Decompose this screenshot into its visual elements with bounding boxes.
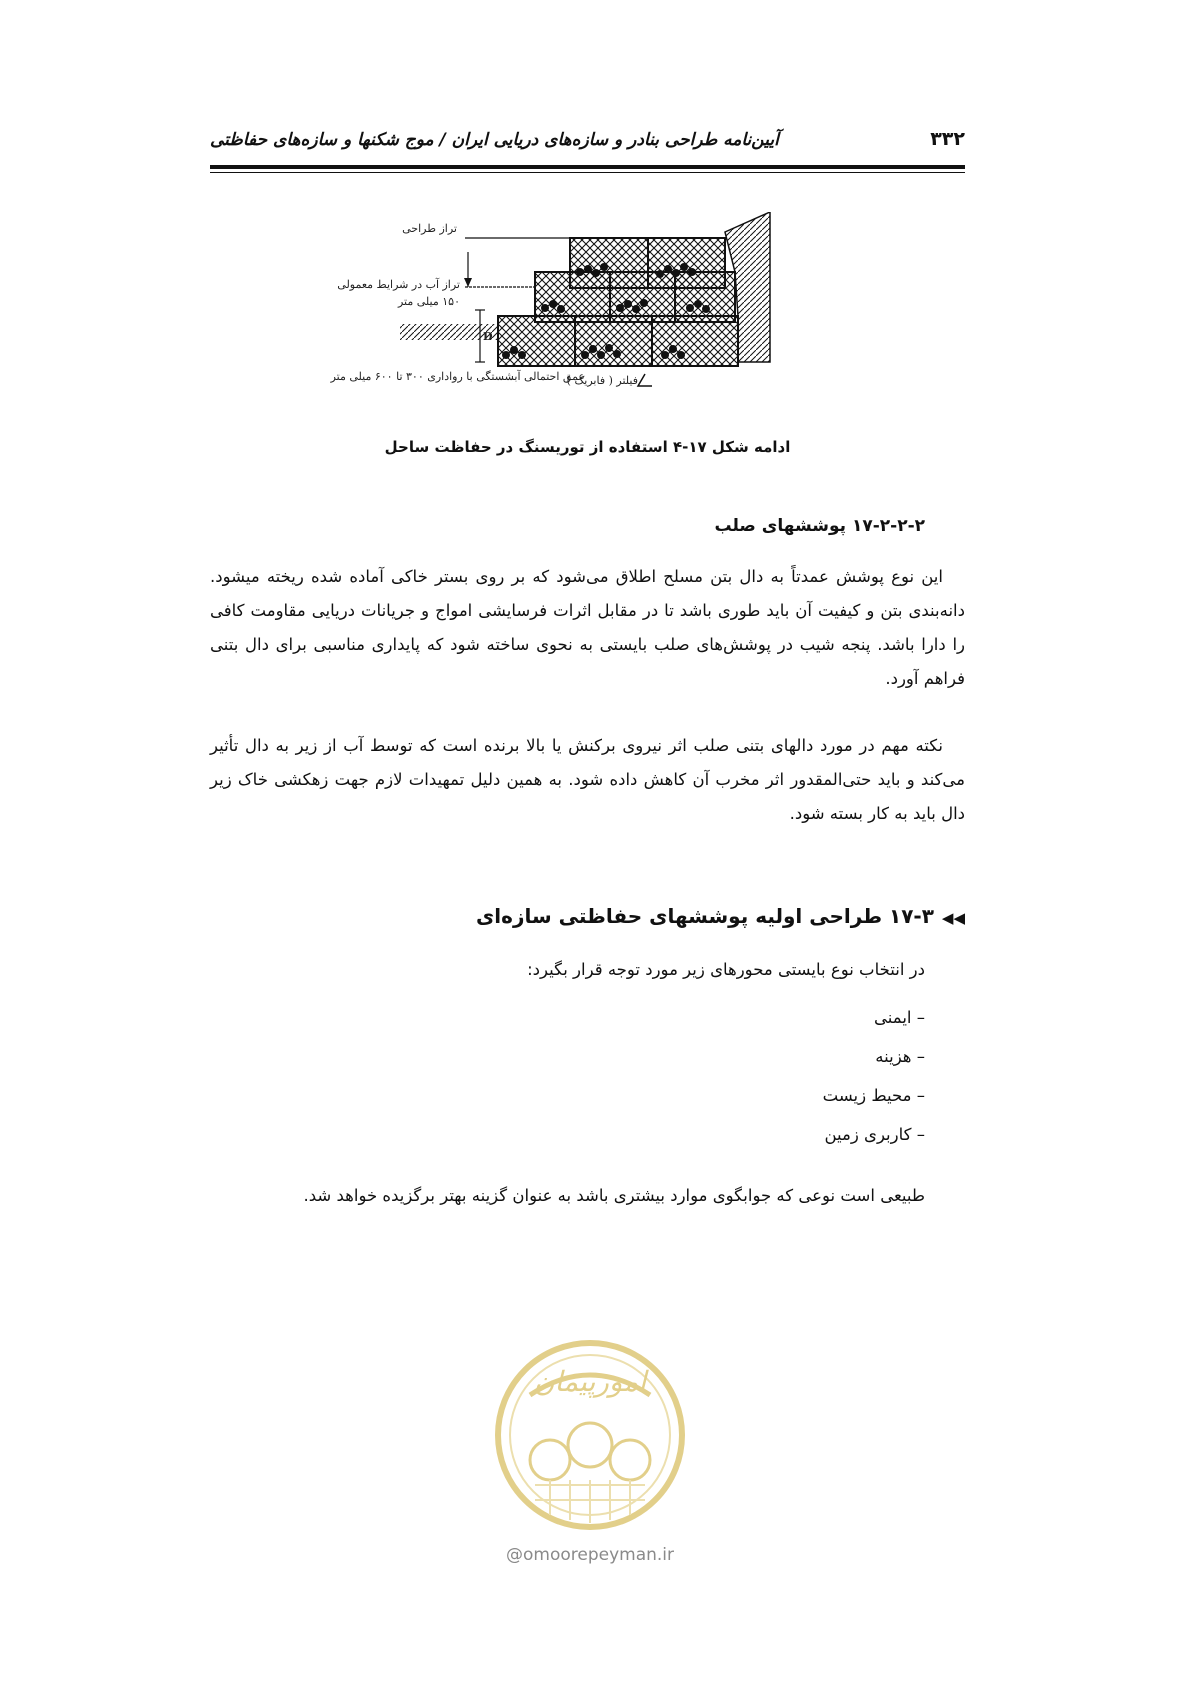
- list-item: – محیط زیست: [822, 1086, 925, 1105]
- watermark-logo: [490, 1335, 690, 1535]
- gabion-figure: [330, 212, 850, 422]
- paragraph-2: [210, 729, 965, 831]
- watermark-url: [480, 1545, 700, 1565]
- closing-sentence: طبیعی است نوعی که جوابگوی موارد بیشتری باشد به عنوان گزینه بهتر برگزیده خواهد شد.: [303, 1186, 925, 1205]
- list-item: – ایمنی: [874, 1008, 925, 1027]
- figure-caption: ادامه شکل ۱۷-۴ استفاده از توریسنگ در حفاظت ساحل: [384, 438, 791, 456]
- section-heading-preliminary-design: [210, 904, 965, 928]
- label-design-level: تراز طراحی: [402, 222, 457, 235]
- list-item: – هزینه: [875, 1047, 925, 1066]
- watermark-logo-text: امورپیمان: [533, 1365, 647, 1398]
- criteria-intro: در انتخاب نوع بایستی محورهای زیر مورد توجه قرار بگیرد:: [527, 960, 925, 979]
- label-marker: D: [483, 330, 493, 343]
- section-heading-text: ۱۷-۳ طراحی اولیه پوششهای حفاظتی سازه‌ای: [475, 904, 934, 928]
- header-rule-thin: [210, 172, 965, 173]
- section-heading-rigid-cover: ۱۷-۲-۲-۲ پوششهای صلب: [714, 516, 925, 536]
- paragraph-1-text: این نوع پوشش عمدتاً به دال بتن مسلح اطلاق می‌شود که بر روی بستر خاکی آماده شده ریخته میشود. دانه‌بندی بتن و کیفیت آن باید طوری باشد تا در مقابل اثرات فرسایشی امواج و جریانات دریایی مقاومت کافی را دارا باشد. پنجه شیب در پوشش‌های صلب بایستی به نحوی ساخته شود که پایداری مناسبی برای دال بتنی فراهم آورد.: [210, 567, 965, 688]
- double-arrow-icon: ◀◀: [941, 909, 965, 927]
- list-item: – کاربری زمین: [824, 1125, 925, 1144]
- label-scour-depth: عمق احتمالی آبشستگی با رواداری ۳۰۰ تا ۶۰۰ میلی متر: [330, 370, 585, 383]
- label-filter: فیلتر ( فابریک ): [566, 374, 638, 387]
- gabion-middle-row: [535, 272, 735, 322]
- label-thickness: ۱۵۰ میلی متر: [397, 295, 460, 308]
- page-number: ۳۳۲: [930, 128, 965, 150]
- page-header: [210, 128, 965, 168]
- criteria-list: [210, 998, 965, 1154]
- running-title: آیین‌نامه طراحی بنادر و سازه‌های دریایی ایران / موج شکنها و سازه‌های حفاظتی: [210, 130, 779, 150]
- header-rule-thick: [210, 165, 965, 169]
- paragraph-1: [210, 560, 965, 696]
- gabion-diagram: [330, 212, 850, 422]
- paragraph-2-text: نکته مهم در مورد دالهای بتنی صلب اثر نیروی برکنش یا بالا برنده است که توسط آب از زیر به دال تأثیر می‌کند و باید حتی‌المقدور اثر مخرب آن کاهش داده شود. به همین دلیل تمهیدات لازم جهت زهکشی خاک زیر دال باید به کار بسته شود.: [210, 736, 965, 823]
- gabion-bottom-row: [498, 316, 738, 366]
- watermark-url-text: omoorepeyman.ir: [522, 1545, 675, 1565]
- label-water-level: تراز آب در شرایط معمولی: [337, 278, 460, 291]
- at-icon: @: [505, 1545, 523, 1565]
